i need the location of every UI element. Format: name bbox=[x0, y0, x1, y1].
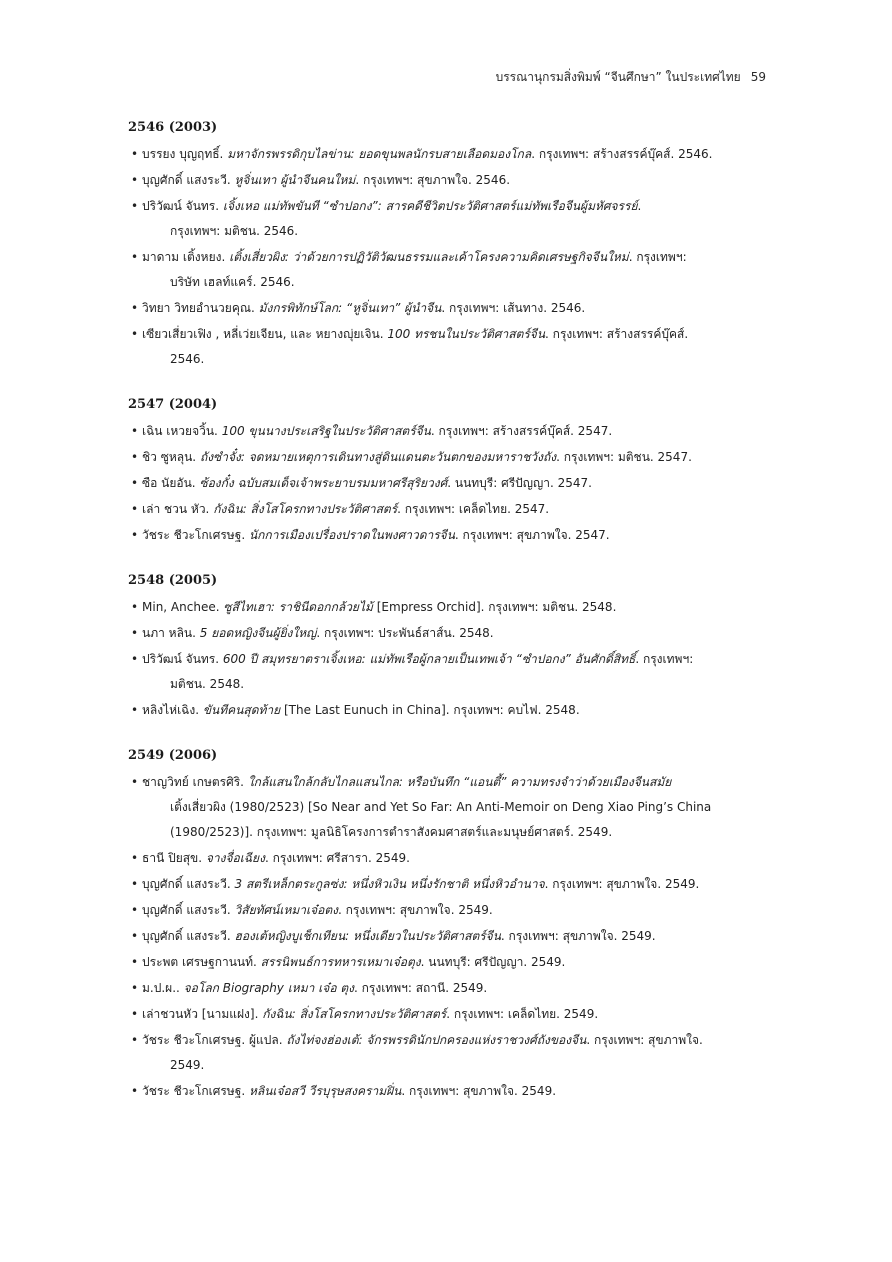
bibliography-entry bbox=[128, 245, 768, 295]
entry-title: ซ้องกั๋ง ฉบับสมเด็จเจ้าพระยาบรมมหาศรีสุริยวงศ์ bbox=[199, 476, 448, 490]
bibliography-entry bbox=[128, 898, 768, 923]
entry-text bbox=[142, 142, 768, 167]
entry-rest: . bbox=[637, 199, 642, 213]
running-header bbox=[496, 68, 766, 87]
entry-title: ใกล้แสนใกล้กลับไกลแสนไกล: หรือบันทึก “แอนตี้” ความทรงจำว่าด้วยเมืองจีนสมัย bbox=[247, 775, 672, 789]
entry-title: หลินเจ๋อสวี วีรบุรุษสงครามฝิ่น bbox=[248, 1084, 402, 1098]
bibliography-entry bbox=[128, 322, 768, 372]
page-number: 59 bbox=[750, 70, 766, 84]
entry-text bbox=[142, 1079, 768, 1104]
entry-author: หลิงไห่เฉิง. bbox=[142, 703, 203, 717]
entry-title: เจิ้งเหอ แม่ทัพขันที “ซำปอกง”: สารคดีชีวิตประวัติศาสตร์แม่ทัพเรือจีนผู้มหัศจรรย์ bbox=[222, 199, 638, 213]
entry-text bbox=[142, 898, 768, 923]
entry-text bbox=[142, 924, 768, 949]
entry-author: วิทยา วิทยอำนวยคุณ. bbox=[142, 301, 259, 315]
entry-author: เฉิน เหวยจวิ้น. bbox=[142, 424, 222, 438]
entry-rest: . กรุงเทพฯ: สุขภาพใจ. 2547. bbox=[454, 528, 610, 542]
entry-text bbox=[142, 523, 768, 548]
entry-text bbox=[142, 322, 768, 347]
entry-author: ธานี ปิยสุข. bbox=[142, 851, 206, 865]
bullet-icon: • bbox=[131, 250, 139, 264]
year-section bbox=[128, 395, 768, 548]
bullet-icon: • bbox=[131, 147, 139, 161]
year-heading: 2548 (2005) bbox=[128, 573, 218, 588]
entry-title: จางจื่อเฉียง bbox=[205, 851, 265, 865]
bullet-icon: • bbox=[131, 929, 139, 943]
year-section bbox=[128, 118, 768, 372]
entry-continuation: กรุงเทพฯ: มติชน. 2546. bbox=[170, 224, 299, 238]
entry-author: บุญศักดิ์ แสงระวี. bbox=[142, 929, 235, 943]
entry-text bbox=[142, 770, 768, 795]
bullet-icon: • bbox=[131, 327, 139, 341]
bibliography-entry bbox=[128, 194, 768, 244]
bullet-icon: • bbox=[131, 424, 139, 438]
entry-rest: . กรุงเทพฯ: bbox=[628, 250, 687, 264]
bullet-icon: • bbox=[131, 600, 139, 614]
entry-text bbox=[142, 419, 768, 444]
bibliography-entry bbox=[128, 698, 768, 723]
running-header-title: บรรณานุกรมสิ่งพิมพ์ “จีนศึกษา” ในประเทศไทย bbox=[495, 70, 741, 84]
year-section bbox=[128, 746, 768, 1104]
entry-author: บุญศักดิ์ แสงระวี. bbox=[142, 173, 235, 187]
entry-title: ถังซำจั๋ง: จดหมายเหตุการเดินทางสู่ดินแดนตะวันตกของมหาราชวังถัง bbox=[199, 450, 557, 464]
entry-rest: . กรุงเทพฯ: เคล็ดไทย. 2549. bbox=[446, 1007, 599, 1021]
entry-title: จอโลก Biography เหมา เจ๋อ ตุง bbox=[183, 981, 354, 995]
bullet-icon: • bbox=[131, 903, 139, 917]
bibliography-entry bbox=[128, 523, 768, 548]
year-section bbox=[128, 571, 768, 723]
entry-author: Min, Anchee. bbox=[142, 600, 224, 614]
entry-text bbox=[142, 621, 768, 646]
entry-continuation: เติ้งเสี่ยวผิง (1980/2523) [So Near and Yet So Far: An Anti-Memoir on Deng Xiao Ping’s China (1980/2523)]. กรุงเทพฯ: มูลนิธิโครงการตำราสังคมศาสตร์และมนุษย์ศาสตร์. 2549. bbox=[170, 800, 712, 839]
entry-text bbox=[142, 245, 768, 270]
entry-continuation: บริษัท เฮลท์แคร์. 2546. bbox=[170, 275, 295, 289]
entry-author: บุญศักดิ์ แสงระวี. bbox=[142, 877, 235, 891]
entry-title: นักการเมืองเปรื่องปราดในพงศาวดารจีน bbox=[248, 528, 455, 542]
bibliography-entry bbox=[128, 497, 768, 522]
year-heading: 2546 (2003) bbox=[128, 120, 218, 135]
entry-rest: . นนทบุรี: ศรีปัญญา. 2547. bbox=[447, 476, 592, 490]
entry-author: วัชระ ชีวะโกเศรษฐ. bbox=[142, 528, 249, 542]
bullet-icon: • bbox=[131, 528, 139, 542]
entry-text bbox=[142, 950, 768, 975]
entry-author: ประพต เศรษฐกานนท์. bbox=[142, 955, 261, 969]
entry-title: มหาจักรพรรดิกุบไลข่าน: ยอดขุนพลนักรบสายเลือดมองโกล bbox=[227, 147, 532, 161]
entry-rest: . กรุงเทพฯ: สร้างสรรค์บุ๊คส์. 2547. bbox=[430, 424, 613, 438]
entry-text bbox=[142, 194, 768, 219]
entry-title: เติ้งเสี่ยวผิง: ว่าด้วยการปฏิวัติวัฒนธรรมและเค้าโครงความคิดเศรษฐกิจจีนใหม่ bbox=[229, 250, 629, 264]
entry-text bbox=[142, 1028, 768, 1053]
entry-author: บุญศักดิ์ แสงระวี. bbox=[142, 903, 235, 917]
entry-title: กังฉิน: สิ่งโสโครกทางประวัติศาสตร์ bbox=[213, 502, 398, 516]
bullet-icon: • bbox=[131, 450, 139, 464]
bullet-icon: • bbox=[131, 877, 139, 891]
entry-list bbox=[128, 419, 768, 548]
entry-rest: . กรุงเทพฯ: สร้างสรรค์บุ๊คส์. 2546. bbox=[531, 147, 713, 161]
bullet-icon: • bbox=[131, 955, 139, 969]
entry-continuation: 2546. bbox=[170, 352, 205, 366]
entry-title: สรรนิพนธ์การทหารเหมาเจ๋อตุง bbox=[260, 955, 421, 969]
entry-text bbox=[142, 872, 768, 897]
entry-author: เซียวเสี่ยวเฟิง , หลี่เว่ยเจียน, และ หยางญุ่ยเจิน. bbox=[142, 327, 388, 341]
entry-text bbox=[142, 168, 768, 193]
entry-text bbox=[142, 497, 768, 522]
entry-rest: . กรุงเทพฯ: สุขภาพใจ. 2549. bbox=[544, 877, 700, 891]
entry-list bbox=[128, 770, 768, 1104]
entry-author: ชาญวิทย์ เกษตรศิริ. bbox=[142, 775, 248, 789]
entry-title: 5 ยอดหญิงจีนผู้ยิ่งใหญ่ bbox=[199, 626, 317, 640]
entry-author: เล่า ชวน หัว. bbox=[142, 502, 214, 516]
entry-text bbox=[142, 296, 768, 321]
entry-rest: . กรุงเทพฯ: ประพันธ์สาส์น. 2548. bbox=[316, 626, 494, 640]
bullet-icon: • bbox=[131, 851, 139, 865]
bibliography-entry bbox=[128, 621, 768, 646]
entry-rest: [The Last Eunuch in China]. กรุงเทพฯ: คบไฟ. 2548. bbox=[280, 703, 580, 717]
bibliography-entry bbox=[128, 950, 768, 975]
entry-title: ฮองเต้หญิงบูเช็กเทียน: หนึ่งเดียวในประวัติศาสตร์จีน bbox=[234, 929, 501, 943]
entry-text bbox=[142, 445, 768, 470]
bullet-icon: • bbox=[131, 173, 139, 187]
entry-author: ปริวัฒน์ จันทร. bbox=[142, 199, 223, 213]
bibliography-entry bbox=[128, 770, 768, 845]
bibliography-entry bbox=[128, 471, 768, 496]
bullet-icon: • bbox=[131, 199, 139, 213]
entry-rest: . กรุงเทพฯ: ศรีสารา. 2549. bbox=[264, 851, 410, 865]
entry-title: 100 ทรชนในประวัติศาสตร์จีน bbox=[387, 327, 546, 341]
entry-text bbox=[142, 471, 768, 496]
bullet-icon: • bbox=[131, 652, 139, 666]
entry-author: บรรยง บุญฤทธิ์. bbox=[142, 147, 228, 161]
entry-title: กังฉิน: สิ่งโสโครกทางประวัติศาสตร์ bbox=[262, 1007, 447, 1021]
bibliography-entry bbox=[128, 296, 768, 321]
entry-rest: . กรุงเทพฯ: สุขภาพใจ. 2549. bbox=[338, 903, 493, 917]
bibliography-entry bbox=[128, 976, 768, 1001]
bullet-icon: • bbox=[131, 703, 139, 717]
bullet-icon: • bbox=[131, 476, 139, 490]
entry-author: ปริวัฒน์ จันทร. bbox=[142, 652, 223, 666]
entry-continuation: 2549. bbox=[170, 1058, 205, 1072]
bullet-icon: • bbox=[131, 981, 139, 995]
entry-title: วิสัยทัศน์เหมาเจ๋อตง bbox=[234, 903, 338, 917]
entry-title: 600 ปี สมุทรยาตราเจิ้งเหอ: แม่ทัพเรือผู้กลายเป็นเทพเจ้า “ซำปอกง” อันศักดิ์สิทธิ์ bbox=[222, 652, 636, 666]
entry-rest: . กรุงเทพฯ: สุขภาพใจ. 2546. bbox=[355, 173, 511, 187]
entry-rest: . กรุงเทพฯ: bbox=[635, 652, 694, 666]
entry-author: ม.ป.ผ.. bbox=[142, 981, 184, 995]
entry-author: นภา หลิน. bbox=[142, 626, 200, 640]
entry-list bbox=[128, 142, 768, 372]
entry-text bbox=[142, 647, 768, 672]
bibliography-content bbox=[128, 118, 768, 1127]
bullet-icon: • bbox=[131, 502, 139, 516]
bibliography-entry bbox=[128, 445, 768, 470]
entry-text bbox=[142, 846, 768, 871]
bibliography-entry bbox=[128, 168, 768, 193]
entry-rest: . กรุงเทพฯ: สร้างสรรค์บุ๊คส์. bbox=[545, 327, 689, 341]
bibliography-entry bbox=[128, 647, 768, 697]
bullet-icon: • bbox=[131, 775, 139, 789]
bibliography-entry bbox=[128, 142, 768, 167]
entry-rest: . กรุงเทพฯ: สุขภาพใจ. 2549. bbox=[500, 929, 656, 943]
entry-rest: [Empress Orchid]. กรุงเทพฯ: มติชน. 2548. bbox=[372, 600, 617, 614]
entry-author: ชิว ซูหลุน. bbox=[142, 450, 200, 464]
entry-text bbox=[142, 976, 768, 1001]
entry-author: ซือ นัยอัน. bbox=[142, 476, 200, 490]
bullet-icon: • bbox=[131, 301, 139, 315]
year-heading: 2547 (2004) bbox=[128, 397, 218, 412]
entry-rest: . กรุงเทพฯ: เส้นทาง. 2546. bbox=[441, 301, 586, 315]
entry-title: 3 สตรีเหล็กตระกูลซ่ง: หนึ่งหิวเงิน หนึ่งรักชาติ หนึ่งหิวอำนาจ bbox=[234, 877, 545, 891]
entry-list bbox=[128, 595, 768, 723]
entry-rest: . กรุงเทพฯ: สุขภาพใจ. 2549. bbox=[401, 1084, 557, 1098]
bibliography-entry bbox=[128, 846, 768, 871]
entry-author: เล่าชวนหัว [นามแฝง]. bbox=[142, 1007, 263, 1021]
entry-rest: . กรุงเทพฯ: เคล็ดไทย. 2547. bbox=[397, 502, 550, 516]
entry-title: ถังไท่จงฮ่องเต้: จักรพรรดินักปกครองแห่งราชวงศ์ถังของจีน bbox=[286, 1033, 587, 1047]
entry-title: 100 ขุนนางประเสริฐในประวัติศาสตร์จีน bbox=[221, 424, 431, 438]
bibliography-entry bbox=[128, 1079, 768, 1104]
bibliography-entry bbox=[128, 1002, 768, 1027]
bibliography-entry bbox=[128, 419, 768, 444]
bullet-icon: • bbox=[131, 1007, 139, 1021]
entry-title: มังกรพิทักษ์โลก: “หูจิ่นเทา” ผู้นำจีน bbox=[258, 301, 442, 315]
entry-author: วัชระ ชีวะโกเศรษฐ. ผู้แปล. bbox=[142, 1033, 287, 1047]
entry-rest: . กรุงเทพฯ: สถานี. 2549. bbox=[354, 981, 488, 995]
bullet-icon: • bbox=[131, 1033, 139, 1047]
entry-title: หูจิ่นเทา ผู้นำจีนคนใหม่ bbox=[234, 173, 356, 187]
entry-rest: . นนทบุรี: ศรีปัญญา. 2549. bbox=[420, 955, 566, 969]
bibliography-entry bbox=[128, 1028, 768, 1078]
entry-text bbox=[142, 1002, 768, 1027]
entry-title: ขันทีคนสุดท้าย bbox=[202, 703, 281, 717]
bullet-icon: • bbox=[131, 626, 139, 640]
year-heading: 2549 (2006) bbox=[128, 748, 218, 763]
bibliography-entry bbox=[128, 595, 768, 620]
entry-author: มาดาม เติ้งหยง. bbox=[142, 250, 230, 264]
entry-text bbox=[142, 698, 768, 723]
entry-continuation: มติชน. 2548. bbox=[170, 677, 245, 691]
bibliography-entry bbox=[128, 872, 768, 897]
entry-rest: . กรุงเทพฯ: มติชน. 2547. bbox=[556, 450, 692, 464]
entry-text bbox=[142, 595, 768, 620]
bullet-icon: • bbox=[131, 1084, 139, 1098]
entry-title: ซูสีไทเฮา: ราชินีดอกกล้วยไม้ bbox=[223, 600, 373, 614]
bibliography-entry bbox=[128, 924, 768, 949]
entry-rest: . กรุงเทพฯ: สุขภาพใจ. bbox=[586, 1033, 703, 1047]
entry-author: วัชระ ชีวะโกเศรษฐ. bbox=[142, 1084, 249, 1098]
